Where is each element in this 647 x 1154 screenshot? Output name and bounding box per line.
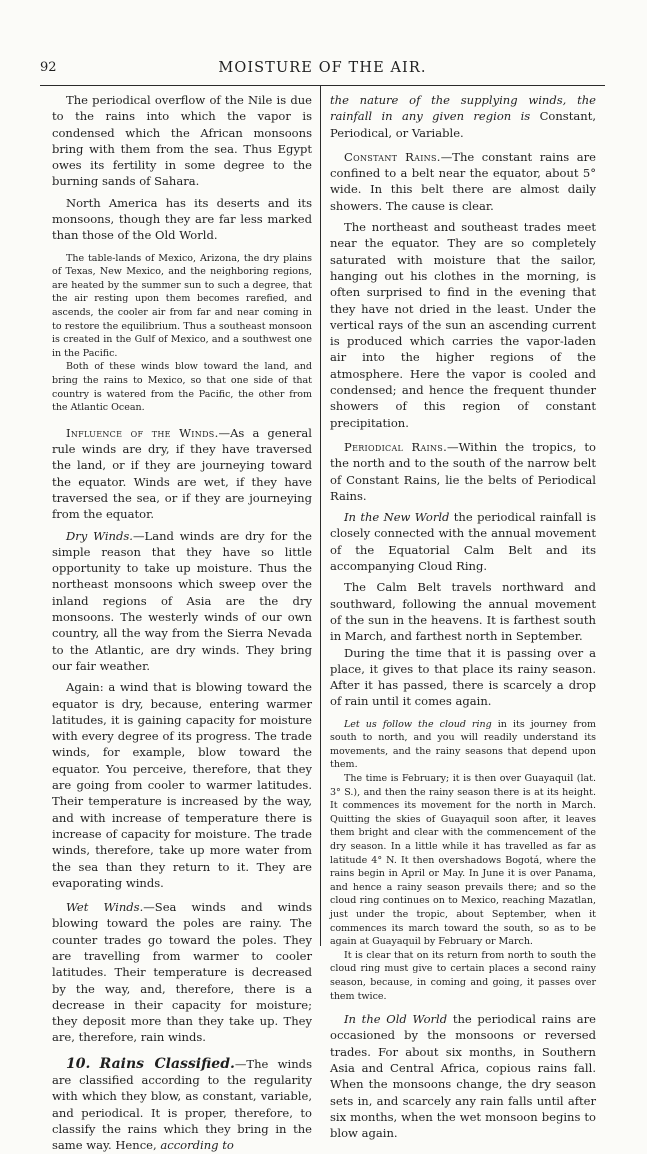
note-table-lands: The table-lands of Mexico, Arizona, the dry plains of Texas, New Mexico, and the neighboring regions, are heated by the summer sun to such a degree, that the air resting upon them becomes rarefied, and ascends, the cooler air from far and near coming in to restore the equilibrium. Thus a southeast monsoon is created in the Gulf of Mexico, and a southwest one in the Pacific. bbox=[52, 252, 312, 359]
paragraph-again: Again: a wind that is blowing toward the equator is dry, because, entering warmer latitudes, it is gaining capacity for moisture with every degree of its progress. The trade winds, for example, blow toward the equator. You perceive, therefore, that they are going from cooler to warmer latitudes. Their temperature is increased by the way, and with increase of temperature there is increase of capacity for moisture. The trade winds, therefore, take up more water from the sea than they return to it. They are evaporating winds. bbox=[52, 680, 312, 890]
heading-wet-winds: Wet Winds. bbox=[66, 900, 144, 915]
page-header bbox=[40, 60, 605, 80]
paragraph-nile: The periodical overflow of the Nile is due to the rains into which the vapor is condensed which the African monsoons bring with them from the sea. Thus Egypt owes its fertility in some degree to the burning sands of Sahara. bbox=[52, 93, 312, 189]
paragraph-dry-winds: Dry Winds.—Land winds are dry for the simple reason that they have so little opportunity to take up moisture. Thus the northeast monsoons which sweep over the inland regions of Asia are the dry monsoons. The westerly winds of our own country, all the way from the Sierra Nevada to the Atlantic, are dry winds. They bring our fair weather. bbox=[52, 528, 313, 673]
heading-periodical-rains: Periodical Rains. bbox=[344, 439, 448, 454]
note-both-winds: Both of these winds blow toward the land, and bring the rains to Mexico, so that one side of that country is watered from the Pacific, the other from the Atlantic Ocean. bbox=[52, 361, 312, 414]
paragraph-new-world: In the New World the periodical rainfall is closely connected with the annual movement of the Equatorial Calm Belt and its accompanying Cloud Ring. bbox=[330, 510, 596, 574]
note-return: It is clear that on its return from north to south the cloud ring must give to certain places a second rainy season, because, in coming and going, it passes over them twice. bbox=[330, 949, 596, 1002]
paragraph-periodical-rains: Periodical Rains.—Within the tropics, to the north and to the south of the narrow belt of Constant Rains, lie the belts of Periodical Rains. bbox=[330, 439, 596, 503]
column-divider bbox=[320, 86, 321, 946]
header-rule bbox=[40, 85, 605, 86]
paragraph-influence-of-winds: Influence of the Winds.—As a general rule winds are dry, if they have traversed the land, or if they are journeying toward the equator. Winds are wet, if they have traversed the sea, or if they are journeying from the equator. bbox=[52, 425, 313, 522]
paragraph-classification-continued: the nature of the supplying winds, the rainfall in any given region is Constant, Periodical, or Variable. bbox=[330, 93, 596, 140]
heading-constant-rains: Constant Rains. bbox=[344, 149, 441, 164]
paragraph-rains-classified: 10. Rains Classified.—The winds are classified according to the regularity with which they blow, as constant, variable, and periodical. It is proper, therefore, to classify the rains which they bring in the same way. Hence, according to bbox=[52, 1055, 312, 1153]
paragraph-north-america: North America has its deserts and its monsoons, though they are far less marked than those of the Old World. bbox=[52, 195, 312, 243]
note-cloud-ring: Let us follow the cloud ring in its journey from south to north, and you will readily understand its movements, and the rainy seasons that depend upon them. bbox=[330, 718, 596, 771]
paragraph-during-time: During the time that it is passing over a place, it gives to that place its rainy season. After it has passed, there is scarcely a drop of rain until it comes again. bbox=[330, 645, 596, 709]
page-number: 92 bbox=[40, 60, 57, 75]
heading-influence-of-winds: Influence of the Winds. bbox=[66, 425, 219, 440]
section-number: 10. bbox=[66, 1055, 91, 1072]
heading-dry-winds: Dry Winds. bbox=[66, 528, 133, 543]
paragraph-wet-winds: Wet Winds.—Sea winds and winds blowing toward the poles are rainy. The counter trades go toward the poles. They are travelling from warmer to cooler latitudes. Their temperature is decreased by the way, and, therefore, there is a decrease in their capacity for moisture; they deposit more than they take up. They are, therefore, rain winds. bbox=[52, 900, 312, 1045]
paragraph-constant-rains: Constant Rains.—The constant rains are confined to a belt near the equator, about 5° wide. In this belt there are almost daily showers. The cause is clear. bbox=[330, 149, 597, 213]
paragraph-trades-meet: The northeast and southeast trades meet near the equator. They are so completely saturated with moisture that the sailor, hanging out his clothes in the morning, is often surprised to find in the evening that they have not dried in the least. Under the vertical rays of the sun an ascending current is produced which carries the vapor-laden air into the higher regions of the atmosphere. Here the vapor is cooled and condensed; and hence the frequent thunder showers of this region of constant precipitation. bbox=[330, 220, 596, 430]
running-title: MOISTURE OF THE AIR. bbox=[218, 60, 427, 76]
paragraph-old-world: In the Old World the periodical rains are occasioned by the monsoons or reversed trades. For about six months, in Southern Asia and Central Africa, copious rains fall. When the monsoons change, the dry season sets in, and scarcely any rain falls until after six months, when the wet monsoon begins to blow again. bbox=[330, 1012, 596, 1141]
note-february: The time is February; it is then over Guayaquil (lat. 3° S.), and then the rainy season there is at its height. It commences its movement for the north in March. Quitting the skies of Guayaquil soon after, it leaves them bright and clear with the commencement of the dry season. In a little while it has travelled as far as latitude 4° N. It then overshadows Bogotá, where the rains begin in April or May. In June it is over Panama, and hence a rainy season prevails there; and so the cloud ring continues on to Mexico, reaching Mazatlan, just under the tropic, about September, when it commences its march toward the south, so as to be again at Guayaquil by February or March. bbox=[330, 773, 596, 948]
heading-rains-classified: Rains Classified. bbox=[99, 1055, 235, 1072]
paragraph-calm-belt: The Calm Belt travels northward and southward, following the annual movement of the sun in the heavens. It is farthest south in March, and farthest north in September. bbox=[330, 580, 596, 644]
right-column bbox=[330, 92, 596, 1142]
left-column bbox=[52, 92, 312, 1154]
